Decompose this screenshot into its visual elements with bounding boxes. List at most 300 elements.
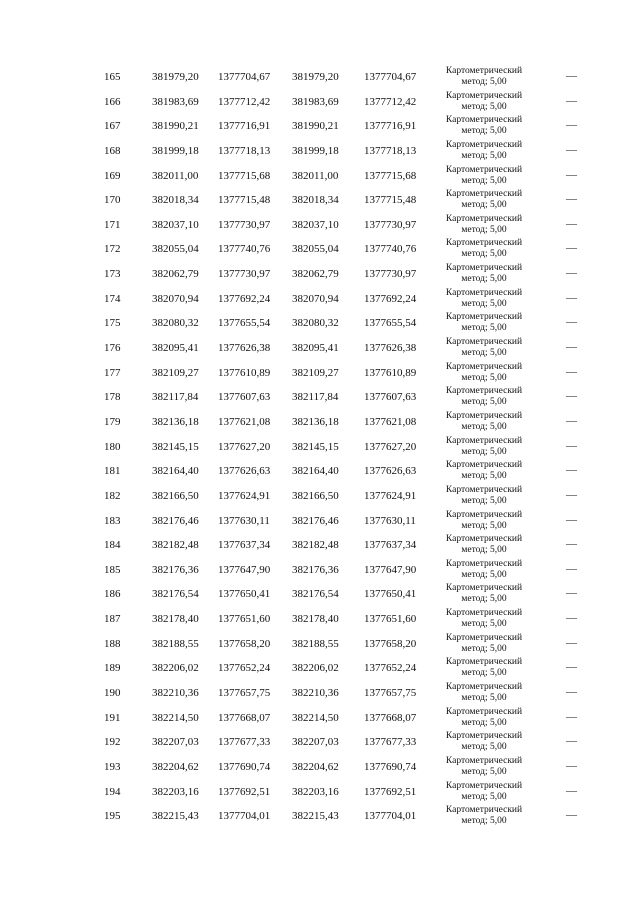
point-number: 175 [104,317,121,330]
method-cell [438,115,530,137]
point-number: 185 [104,563,121,576]
y-coordinate-new: 1377718,13 [364,144,417,157]
x-coordinate-new: 382145,15 [292,440,339,453]
table-row [0,754,640,779]
x-coordinate-new: 382166,50 [292,489,339,502]
table-row [0,335,640,360]
method-line-2: метод; 5,00 [461,569,507,580]
dash-cell: — [566,365,577,378]
point-number: 170 [104,194,121,207]
table-row [0,705,640,730]
method-cell [438,337,530,359]
dash-cell: — [566,488,577,501]
x-coordinate-existing: 382176,46 [152,514,199,527]
table-row [0,508,640,533]
dash-cell: — [566,759,577,772]
x-coordinate-existing: 382215,43 [152,810,199,823]
point-number: 182 [104,489,121,502]
method-line-1: Картометрический [445,189,523,200]
y-coordinate-new: 1377610,89 [364,366,417,379]
table-row [0,779,640,804]
y-coordinate-new: 1377658,20 [364,637,417,650]
x-coordinate-existing: 382178,40 [152,613,199,626]
y-coordinate-new: 1377647,90 [364,563,417,576]
method-cell [438,312,530,334]
method-line-1: Картометрический [445,435,523,446]
y-coordinate-existing: 1377692,51 [218,785,271,798]
method-cell [438,781,530,803]
y-coordinate-new: 1377621,08 [364,415,417,428]
x-coordinate-existing: 382095,41 [152,342,199,355]
method-line-2: метод; 5,00 [461,224,507,235]
point-number: 166 [104,95,121,108]
y-coordinate-existing: 1377621,08 [218,415,271,428]
y-coordinate-new: 1377650,41 [364,588,417,601]
dash-cell: — [566,267,577,280]
y-coordinate-new: 1377657,75 [364,687,417,700]
point-number: 192 [104,736,121,749]
x-coordinate-new: 382018,34 [292,194,339,207]
method-cell [438,485,530,507]
x-coordinate-existing: 382207,03 [152,736,199,749]
point-number: 179 [104,415,121,428]
point-number: 193 [104,760,121,773]
y-coordinate-existing: 1377650,41 [218,588,271,601]
x-coordinate-new: 382215,43 [292,810,339,823]
y-coordinate-existing: 1377677,33 [218,736,271,749]
method-line-1: Картометрический [445,509,523,520]
x-coordinate-new: 382176,36 [292,563,339,576]
point-number: 165 [104,71,121,83]
point-number: 176 [104,342,121,355]
table-row [0,803,640,828]
method-cell [438,707,530,729]
dash-cell: — [566,735,577,748]
x-coordinate-existing: 382176,54 [152,588,199,601]
dash-cell: — [566,636,577,649]
table-row [0,236,640,261]
x-coordinate-new: 382117,84 [292,391,339,404]
method-line-1: Картометрический [445,386,523,397]
method-line-1: Картометрический [445,484,523,495]
dash-cell: — [566,809,577,822]
x-coordinate-existing: 382080,32 [152,317,199,330]
x-coordinate-existing: 382176,36 [152,563,199,576]
x-coordinate-new: 382206,02 [292,662,339,675]
y-coordinate-existing: 1377624,91 [218,489,271,502]
x-coordinate-existing: 382203,16 [152,785,199,798]
dash-cell: — [566,341,577,354]
method-line-1: Картометрический [445,263,523,274]
x-coordinate-existing: 381979,20 [152,71,199,83]
method-line-1: Картометрический [445,558,523,569]
method-line-2: метод; 5,00 [461,421,507,432]
x-coordinate-new: 382188,55 [292,637,339,650]
x-coordinate-new: 382207,03 [292,736,339,749]
method-line-2: метод; 5,00 [461,348,507,359]
x-coordinate-existing: 381990,21 [152,120,199,133]
x-coordinate-new: 382178,40 [292,613,339,626]
dash-cell: — [566,562,577,575]
table-row [0,163,640,188]
x-coordinate-new: 382164,40 [292,465,339,478]
x-coordinate-new: 382062,79 [292,268,339,281]
dash-cell: — [566,70,577,82]
x-coordinate-existing: 382214,50 [152,711,199,724]
table-row [0,384,640,409]
x-coordinate-new: 382176,46 [292,514,339,527]
method-cell [438,386,530,408]
method-cell [438,140,530,162]
method-line-2: метод; 5,00 [461,77,507,87]
y-coordinate-existing: 1377668,07 [218,711,271,724]
dash-cell: — [566,587,577,600]
method-cell [438,263,530,285]
x-coordinate-existing: 382109,27 [152,366,199,379]
y-coordinate-existing: 1377627,20 [218,440,271,453]
method-cell [438,633,530,655]
table-row [0,360,640,385]
y-coordinate-existing: 1377626,38 [218,342,271,355]
x-coordinate-existing: 382206,02 [152,662,199,675]
dash-cell: — [566,513,577,526]
method-line-2: метод; 5,00 [461,594,507,605]
method-line-1: Картометрический [445,657,523,668]
dash-cell: — [566,168,577,181]
y-coordinate-existing: 1377740,76 [218,243,271,256]
y-coordinate-new: 1377740,76 [364,243,417,256]
dash-cell: — [566,612,577,625]
method-line-2: метод; 5,00 [461,150,507,161]
method-line-2: метод; 5,00 [461,397,507,408]
dash-cell: — [566,291,577,304]
method-line-1: Картометрический [445,139,523,150]
point-number: 167 [104,120,121,133]
method-line-1: Картометрический [445,632,523,643]
method-line-1: Картометрический [445,706,523,717]
method-cell [438,91,530,113]
point-number: 171 [104,218,121,231]
x-coordinate-new: 382210,36 [292,687,339,700]
method-line-1: Картометрический [445,682,523,693]
method-line-1: Картометрический [445,755,523,766]
x-coordinate-existing: 382037,10 [152,218,199,231]
method-cell [438,559,530,581]
table-row [0,631,640,656]
x-coordinate-existing: 382145,15 [152,440,199,453]
dash-cell: — [566,784,577,797]
table-row [0,64,640,89]
method-line-1: Картометрический [445,361,523,372]
y-coordinate-existing: 1377715,48 [218,194,271,207]
method-cell [438,436,530,458]
y-coordinate-new: 1377637,34 [364,539,417,552]
dash-cell: — [566,414,577,427]
x-coordinate-existing: 382062,79 [152,268,199,281]
y-coordinate-new: 1377690,74 [364,760,417,773]
method-line-2: метод; 5,00 [461,298,507,309]
method-cell [438,608,530,630]
x-coordinate-new: 382204,62 [292,760,339,773]
method-line-2: метод; 5,00 [461,668,507,679]
method-line-2: метод; 5,00 [461,816,507,827]
table-row [0,729,640,754]
y-coordinate-existing: 1377690,74 [218,760,271,773]
method-line-2: метод; 5,00 [461,693,507,704]
y-coordinate-existing: 1377704,01 [218,810,271,823]
dash-cell: — [566,316,577,329]
dash-cell: — [566,538,577,551]
table-row [0,261,640,286]
table-row [0,606,640,631]
x-coordinate-existing: 382117,84 [152,391,199,404]
method-line-1: Картометрический [445,238,523,249]
method-line-1: Картометрический [445,410,523,421]
x-coordinate-existing: 382018,34 [152,194,199,207]
method-line-2: метод; 5,00 [461,372,507,383]
dash-cell: — [566,390,577,403]
table-row [0,655,640,680]
x-coordinate-new: 382182,48 [292,539,339,552]
y-coordinate-existing: 1377716,91 [218,120,271,133]
x-coordinate-new: 382136,18 [292,415,339,428]
dash-cell: — [566,710,577,723]
method-line-1: Картометрический [445,608,523,619]
method-line-2: метод; 5,00 [461,742,507,753]
method-line-1: Картометрический [445,312,523,323]
method-cell [438,288,530,310]
x-coordinate-new: 382011,00 [292,169,339,182]
y-coordinate-new: 1377716,91 [364,120,417,133]
dash-cell: — [566,217,577,230]
method-line-2: метод; 5,00 [461,643,507,654]
x-coordinate-new: 381999,18 [292,144,339,157]
x-coordinate-new: 382176,54 [292,588,339,601]
point-number: 183 [104,514,121,527]
y-coordinate-existing: 1377637,34 [218,539,271,552]
x-coordinate-new: 381979,20 [292,71,339,83]
table-row [0,409,640,434]
method-line-2: метод; 5,00 [461,101,507,112]
x-coordinate-new: 382203,16 [292,785,339,798]
table-row [0,187,640,212]
x-coordinate-new: 382109,27 [292,366,339,379]
point-number: 190 [104,687,121,700]
y-coordinate-existing: 1377652,24 [218,662,271,675]
point-number: 189 [104,662,121,675]
y-coordinate-existing: 1377718,13 [218,144,271,157]
x-coordinate-existing: 382055,04 [152,243,199,256]
method-line-2: метод; 5,00 [461,249,507,260]
x-coordinate-new: 382037,10 [292,218,339,231]
table-row [0,458,640,483]
point-number: 178 [104,391,121,404]
method-line-2: метод; 5,00 [461,274,507,285]
method-line-2: метод; 5,00 [461,200,507,211]
point-number: 169 [104,169,121,182]
method-line-2: метод; 5,00 [461,175,507,186]
x-coordinate-new: 382080,32 [292,317,339,330]
method-cell [438,214,530,236]
method-cell [438,460,530,482]
point-number: 194 [104,785,121,798]
table-row [0,581,640,606]
method-line-1: Картометрический [445,731,523,742]
y-coordinate-existing: 1377692,24 [218,292,271,305]
table-row [0,532,640,557]
point-number: 180 [104,440,121,453]
method-cell [438,657,530,679]
point-number: 177 [104,366,121,379]
method-line-1: Картометрический [445,213,523,224]
dash-cell: — [566,143,577,156]
y-coordinate-existing: 1377610,89 [218,366,271,379]
table-row [0,483,640,508]
dash-cell: — [566,242,577,255]
y-coordinate-existing: 1377712,42 [218,95,271,108]
method-cell [438,805,530,827]
x-coordinate-new: 382070,94 [292,292,339,305]
method-line-2: метод; 5,00 [461,323,507,334]
method-line-2: метод; 5,00 [461,471,507,482]
x-coordinate-new: 382095,41 [292,342,339,355]
y-coordinate-existing: 1377626,63 [218,465,271,478]
y-coordinate-new: 1377704,01 [364,810,417,823]
y-coordinate-new: 1377730,97 [364,268,417,281]
method-line-2: метод; 5,00 [461,446,507,457]
point-number: 168 [104,144,121,157]
point-number: 186 [104,588,121,601]
y-coordinate-existing: 1377647,90 [218,563,271,576]
y-coordinate-new: 1377668,07 [364,711,417,724]
point-number: 188 [104,637,121,650]
method-cell [438,189,530,211]
table-row [0,212,640,237]
x-coordinate-existing: 382210,36 [152,687,199,700]
y-coordinate-new: 1377715,48 [364,194,417,207]
point-number: 187 [104,613,121,626]
method-line-2: метод; 5,00 [461,126,507,137]
table-row [0,434,640,459]
method-line-1: Картометрический [445,287,523,298]
y-coordinate-new: 1377692,24 [364,292,417,305]
y-coordinate-new: 1377630,11 [364,514,416,527]
method-line-1: Картометрический [445,805,523,816]
method-line-1: Картометрический [445,66,523,76]
method-line-1: Картометрический [445,780,523,791]
y-coordinate-existing: 1377607,63 [218,391,271,404]
y-coordinate-new: 1377715,68 [364,169,417,182]
table-row [0,113,640,138]
method-line-1: Картометрический [445,90,523,101]
method-line-1: Картометрический [445,534,523,545]
x-coordinate-existing: 381999,18 [152,144,199,157]
table-row [0,138,640,163]
dash-cell: — [566,94,577,107]
y-coordinate-new: 1377712,42 [364,95,417,108]
y-coordinate-new: 1377677,33 [364,736,417,749]
x-coordinate-new: 381983,69 [292,95,339,108]
y-coordinate-new: 1377624,91 [364,489,417,502]
y-coordinate-new: 1377627,20 [364,440,417,453]
method-cell [438,362,530,384]
x-coordinate-existing: 382204,62 [152,760,199,773]
y-coordinate-new: 1377651,60 [364,613,417,626]
table-row [0,310,640,335]
y-coordinate-existing: 1377651,60 [218,613,271,626]
y-coordinate-existing: 1377655,54 [218,317,271,330]
dash-cell: — [566,686,577,699]
table-row [0,286,640,311]
method-cell [438,534,530,556]
y-coordinate-existing: 1377657,75 [218,687,271,700]
point-number: 191 [104,711,121,724]
method-line-2: метод; 5,00 [461,619,507,630]
point-number: 172 [104,243,121,256]
method-cell [438,583,530,605]
y-coordinate-existing: 1377658,20 [218,637,271,650]
y-coordinate-existing: 1377704,67 [218,71,271,83]
y-coordinate-existing: 1377730,97 [218,218,271,231]
y-coordinate-existing: 1377630,11 [218,514,270,527]
method-line-1: Картометрический [445,337,523,348]
y-coordinate-new: 1377652,24 [364,662,417,675]
y-coordinate-new: 1377655,54 [364,317,417,330]
y-coordinate-new: 1377607,63 [364,391,417,404]
method-cell [438,510,530,532]
method-line-1: Картометрический [445,583,523,594]
dash-cell: — [566,464,577,477]
method-line-1: Картометрический [445,115,523,126]
y-coordinate-new: 1377692,51 [364,785,417,798]
x-coordinate-existing: 381983,69 [152,95,199,108]
point-number: 181 [104,465,121,478]
dash-cell: — [566,661,577,674]
x-coordinate-new: 381990,21 [292,120,339,133]
point-number: 174 [104,292,121,305]
method-line-1: Картометрический [445,460,523,471]
coordinates-table [0,64,640,828]
method-line-2: метод; 5,00 [461,495,507,506]
x-coordinate-existing: 382011,00 [152,169,199,182]
method-line-1: Картометрический [445,164,523,175]
method-line-2: метод; 5,00 [461,717,507,728]
method-cell [438,411,530,433]
y-coordinate-existing: 1377715,68 [218,169,271,182]
dash-cell: — [566,439,577,452]
x-coordinate-existing: 382166,50 [152,489,199,502]
point-number: 195 [104,810,121,823]
method-cell [438,165,530,187]
method-line-2: метод; 5,00 [461,545,507,556]
x-coordinate-existing: 382164,40 [152,465,199,478]
x-coordinate-existing: 382136,18 [152,415,199,428]
method-cell [438,731,530,753]
y-coordinate-new: 1377626,63 [364,465,417,478]
table-row [0,680,640,705]
method-line-2: метод; 5,00 [461,520,507,531]
method-cell [438,682,530,704]
method-line-2: метод; 5,00 [461,791,507,802]
method-cell [438,238,530,260]
dash-cell: — [566,119,577,132]
dash-cell: — [566,193,577,206]
method-line-2: метод; 5,00 [461,766,507,777]
point-number: 184 [104,539,121,552]
y-coordinate-new: 1377626,38 [364,342,417,355]
point-number: 173 [104,268,121,281]
y-coordinate-new: 1377704,67 [364,71,417,83]
